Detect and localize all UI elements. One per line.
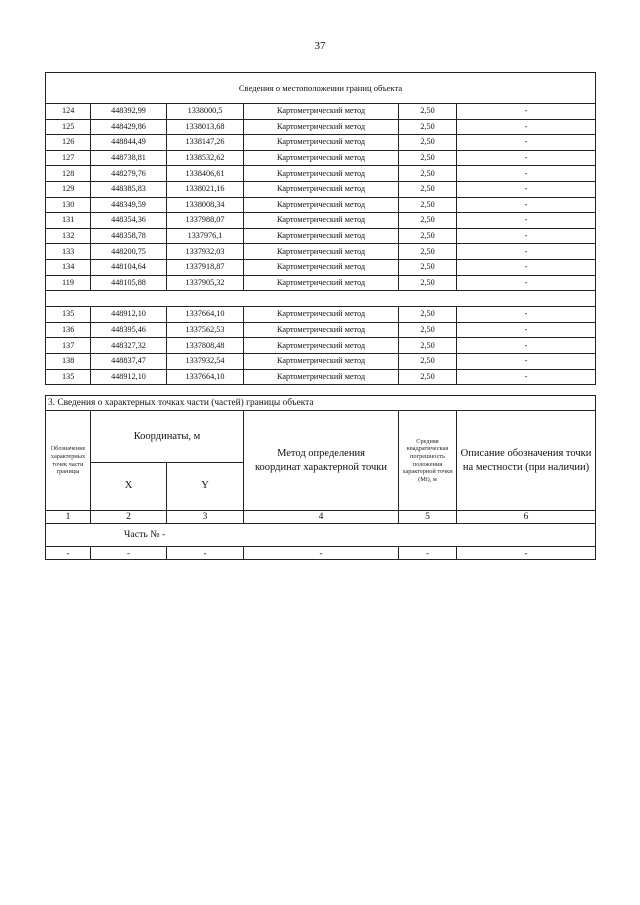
accuracy-cell: 2,50 [399,135,457,151]
y-coordinate-cell: 1337932,03 [167,244,244,260]
description-cell: - [457,104,596,120]
y-coordinate-cell: 1337988,07 [167,213,244,229]
method-cell: Картометрический метод [244,307,399,323]
group-separator-row [46,291,596,307]
accuracy-cell: 2,50 [399,213,457,229]
accuracy-cell: 2,50 [399,244,457,260]
description-cell: - [457,197,596,213]
part-points-table [45,395,596,560]
table-cell: - [91,547,167,560]
y-coordinate-cell: 1337918,87 [167,259,244,275]
point-number-cell: 119 [46,275,91,291]
point-number-cell: 129 [46,181,91,197]
header-description: Описание обозначения точки на местности (при наличии) [457,411,596,511]
boundary-coordinates-table [45,72,596,385]
header-coordinates: Координаты, м [91,411,244,463]
part-label-row [46,524,596,547]
y-coordinate-cell: 1337664,10 [167,307,244,323]
header-row-1 [46,411,596,463]
accuracy-cell: 2,50 [399,104,457,120]
point-number-cell: 124 [46,104,91,120]
description-cell: - [457,275,596,291]
header-method: Метод определения координат характерной точки [244,411,399,511]
header-x: X [91,463,167,511]
x-coordinate-cell: 448349,59 [91,197,167,213]
table-row [46,307,596,323]
description-cell: - [457,338,596,354]
accuracy-cell: 2,50 [399,275,457,291]
point-number-cell: 136 [46,322,91,338]
method-cell: Картометрический метод [244,181,399,197]
description-cell: - [457,213,596,229]
point-number-cell: 138 [46,353,91,369]
x-coordinate-cell: 448912,10 [91,307,167,323]
description-cell: - [457,135,596,151]
method-cell: Картометрический метод [244,135,399,151]
x-coordinate-cell: 448327,32 [91,338,167,354]
table-row [46,259,596,275]
x-coordinate-cell: 448844,49 [91,135,167,151]
y-coordinate-cell: 1337976,1 [167,228,244,244]
accuracy-cell: 2,50 [399,197,457,213]
description-cell: - [457,307,596,323]
section-title: Сведения о местоположении границ объекта [46,73,596,104]
table-row [46,104,596,120]
x-coordinate-cell: 448837,47 [91,353,167,369]
accuracy-cell: 2,50 [399,166,457,182]
method-cell: Картометрический метод [244,104,399,120]
description-cell: - [457,166,596,182]
table-cell: - [167,547,244,560]
description-cell: - [457,228,596,244]
header-accuracy: Средняя квадратическая погрешность положения характерной точки (Mt), м [399,411,457,511]
table-row [46,244,596,260]
method-cell: Картометрический метод [244,322,399,338]
accuracy-cell: 2,50 [399,353,457,369]
y-coordinate-cell: 1337905,32 [167,275,244,291]
section3-title-row [46,396,596,411]
description-cell: - [457,259,596,275]
table-row [46,369,596,385]
point-number-cell: 135 [46,369,91,385]
accuracy-cell: 2,50 [399,228,457,244]
x-coordinate-cell: 448385,83 [91,181,167,197]
table-row [46,135,596,151]
y-coordinate-cell: 1338008,34 [167,197,244,213]
column-number: 6 [457,511,596,524]
point-number-cell: 135 [46,307,91,323]
x-coordinate-cell: 448105,88 [91,275,167,291]
x-coordinate-cell: 448429,86 [91,119,167,135]
empty-data-row [46,547,596,560]
accuracy-cell: 2,50 [399,150,457,166]
table-cell: - [244,547,399,560]
table-cell: - [457,547,596,560]
accuracy-cell: 2,50 [399,322,457,338]
description-cell: - [457,322,596,338]
y-coordinate-cell: 1338147,26 [167,135,244,151]
table-row [46,150,596,166]
y-coordinate-cell: 1337808,48 [167,338,244,354]
x-coordinate-cell: 448104,64 [91,259,167,275]
method-cell: Картометрический метод [244,166,399,182]
x-coordinate-cell: 448395,46 [91,322,167,338]
description-cell: - [457,369,596,385]
page-number: 37 [314,40,326,52]
table-row [46,181,596,197]
point-number-cell: 127 [46,150,91,166]
point-number-cell: 128 [46,166,91,182]
table-row [46,197,596,213]
column-number: 5 [399,511,457,524]
table-cell: - [46,547,91,560]
x-coordinate-cell: 448279,76 [91,166,167,182]
y-coordinate-cell: 1338021,16 [167,181,244,197]
column-number: 2 [91,511,167,524]
table-cell: - [399,547,457,560]
point-number-cell: 132 [46,228,91,244]
accuracy-cell: 2,50 [399,338,457,354]
description-cell: - [457,150,596,166]
point-number-cell: 130 [46,197,91,213]
accuracy-cell: 2,50 [399,369,457,385]
method-cell: Картометрический метод [244,275,399,291]
accuracy-cell: 2,50 [399,307,457,323]
method-cell: Картометрический метод [244,197,399,213]
column-number: 1 [46,511,91,524]
y-coordinate-cell: 1337664,10 [167,369,244,385]
method-cell: Картометрический метод [244,119,399,135]
x-coordinate-cell: 448200,75 [91,244,167,260]
point-number-cell: 131 [46,213,91,229]
x-coordinate-cell: 448738,81 [91,150,167,166]
group-separator [46,291,596,307]
column-number: 3 [167,511,244,524]
method-cell: Картометрический метод [244,353,399,369]
accuracy-cell: 2,50 [399,259,457,275]
point-number-cell: 137 [46,338,91,354]
table-row [46,213,596,229]
method-cell: Картометрический метод [244,228,399,244]
point-number-cell: 125 [46,119,91,135]
table-row [46,322,596,338]
header-point-designation: Обозначение характерных точек части границы [46,411,91,511]
method-cell: Картометрический метод [244,150,399,166]
point-number-cell: 134 [46,259,91,275]
accuracy-cell: 2,50 [399,119,457,135]
x-coordinate-cell: 448354,36 [91,213,167,229]
y-coordinate-cell: 1337562,53 [167,322,244,338]
y-coordinate-cell: 1338013,68 [167,119,244,135]
x-coordinate-cell: 448392,99 [91,104,167,120]
x-coordinate-cell: 448358,78 [91,228,167,244]
part-label: Часть № - [46,524,596,547]
description-cell: - [457,244,596,260]
table-row [46,338,596,354]
method-cell: Картометрический метод [244,213,399,229]
y-coordinate-cell: 1338406,61 [167,166,244,182]
method-cell: Картометрический метод [244,369,399,385]
header-y: Y [167,463,244,511]
method-cell: Картометрический метод [244,338,399,354]
x-coordinate-cell: 448912,10 [91,369,167,385]
point-number-cell: 133 [46,244,91,260]
section3-title: 3. Сведения о характерных точках части (частей) границы объекта [46,396,596,411]
table-row [46,275,596,291]
table-row [46,119,596,135]
column-numbers-row [46,511,596,524]
table-row [46,228,596,244]
method-cell: Картометрический метод [244,244,399,260]
point-number-cell: 126 [46,135,91,151]
y-coordinate-cell: 1338000,5 [167,104,244,120]
y-coordinate-cell: 1337932,54 [167,353,244,369]
table-row [46,353,596,369]
y-coordinate-cell: 1338532,62 [167,150,244,166]
section-title-row [46,73,596,104]
column-number: 4 [244,511,399,524]
description-cell: - [457,181,596,197]
accuracy-cell: 2,50 [399,181,457,197]
method-cell: Картометрический метод [244,259,399,275]
table-row [46,166,596,182]
description-cell: - [457,353,596,369]
description-cell: - [457,119,596,135]
